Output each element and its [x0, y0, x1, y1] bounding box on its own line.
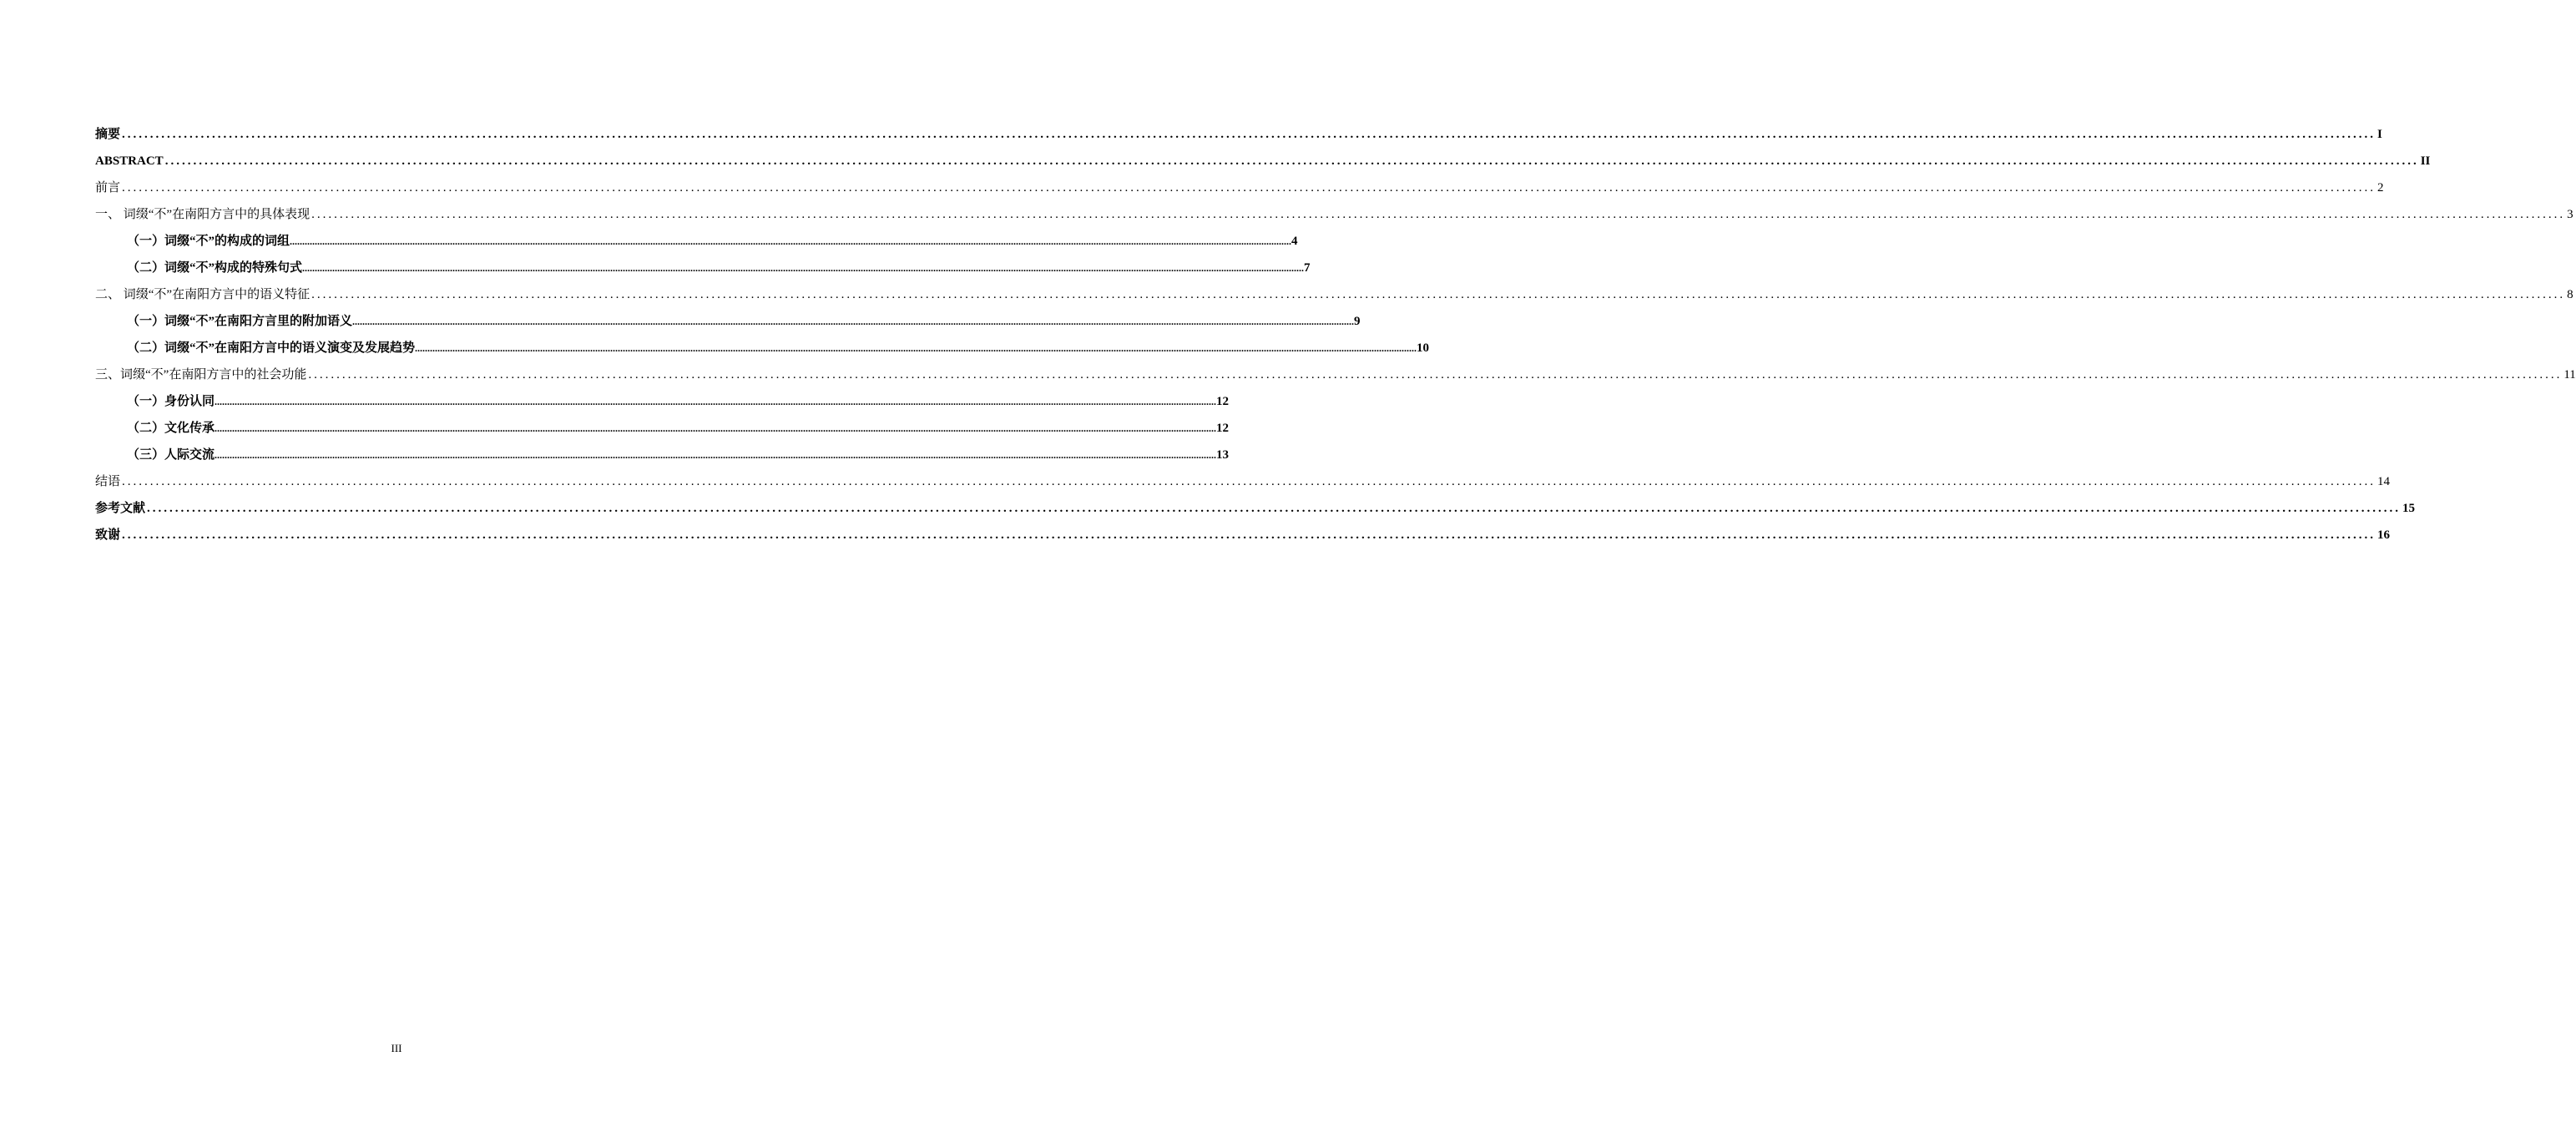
toc-dot-leader: ................................................................................................................................................................................................................................................................................................................................................................................................................ — [164, 154, 2419, 168]
toc-dot-leader: ................................................................................................................................................................................................................................................................................................................................................................................................................ — [311, 208, 2566, 221]
toc-entry[interactable] — [95, 339, 1430, 366]
toc-entry[interactable] — [95, 366, 2576, 392]
toc-entry[interactable] — [95, 125, 2382, 152]
toc-dot-leader: ................................................................................................................................................................................................................................................................................................................................................................................................................ — [122, 475, 2376, 488]
toc-dot-leader: ................................................................................................................................................................................................................................................................................................................................................................................................................ — [215, 422, 1217, 434]
toc-entry[interactable] — [95, 526, 2391, 553]
toc-entry[interactable] — [95, 392, 1230, 419]
toc-entry-page: 7 — [1304, 261, 1311, 275]
toc-entry[interactable] — [95, 259, 1311, 286]
toc-entry[interactable] — [95, 179, 2384, 205]
toc-entry-page: 9 — [1354, 315, 1361, 328]
toc-dot-leader: ................................................................................................................................................................................................................................................................................................................................................................................................................ — [352, 316, 1355, 327]
toc-entry-page: 15 — [2402, 502, 2416, 515]
toc-entry[interactable] — [95, 286, 2573, 312]
toc-entry-page: 12 — [1216, 422, 1230, 435]
toc-entry[interactable] — [95, 419, 1230, 446]
toc-entry-title: （二）词缀“不”构成的特殊句式 — [127, 261, 303, 275]
toc-entry-title: 一、 词缀“不”在南阳方言中的具体表现 — [95, 208, 311, 221]
toc-entry-page: II — [2420, 154, 2431, 168]
toc-dot-leader: ................................................................................................................................................................................................................................................................................................................................................................................................................ — [215, 449, 1217, 461]
toc-entry-page: 3 — [2567, 208, 2573, 221]
toc-entry-title: ABSTRACT — [95, 154, 164, 168]
toc-entry-title: （三）人际交流 — [127, 448, 215, 462]
toc-entry-page: I — [2377, 128, 2382, 141]
toc-dot-leader: ................................................................................................................................................................................................................................................................................................................................................................................................................ — [290, 235, 1292, 247]
toc-entry[interactable] — [95, 232, 1298, 259]
toc-dot-leader: ................................................................................................................................................................................................................................................................................................................................................................................................................ — [215, 396, 1217, 407]
toc-entry-page: 14 — [2377, 475, 2391, 488]
toc-entry[interactable] — [95, 499, 2416, 526]
toc-dot-leader: ................................................................................................................................................................................................................................................................................................................................................................................................................ — [147, 502, 2402, 515]
toc-dot-leader: ................................................................................................................................................................................................................................................................................................................................................................................................................ — [311, 288, 2566, 301]
toc-entry-title: 前言 — [95, 181, 121, 195]
toc-entry-page: 12 — [1216, 395, 1230, 408]
toc-entry-page: 10 — [1417, 341, 1430, 355]
toc-entry-page: 16 — [2377, 528, 2391, 542]
toc-dot-leader: ................................................................................................................................................................................................................................................................................................................................................................................................................ — [122, 528, 2376, 542]
table-of-contents — [95, 125, 2576, 553]
toc-entry[interactable] — [95, 446, 1230, 473]
toc-entry-title: 三、词缀“不”在南阳方言中的社会功能 — [95, 368, 307, 382]
toc-dot-leader: ................................................................................................................................................................................................................................................................................................................................................................................................................ — [302, 262, 1305, 274]
toc-entry-page: 13 — [1216, 448, 1230, 462]
toc-dot-leader: ................................................................................................................................................................................................................................................................................................................................................................................................................ — [415, 342, 1417, 354]
toc-entry[interactable] — [95, 312, 1361, 339]
toc-entry-page: 8 — [2567, 288, 2573, 301]
toc-entry-title: （一）身份认同 — [127, 395, 215, 408]
toc-dot-leader: ................................................................................................................................................................................................................................................................................................................................................................................................................ — [308, 368, 2563, 382]
toc-entry-title: 摘要 — [95, 128, 121, 141]
page-number: III — [391, 1042, 402, 1054]
toc-entry-page: 11 — [2563, 368, 2576, 382]
toc-entry-title: （一）词缀“不”在南阳方言里的附加语义 — [127, 315, 353, 328]
toc-entry-title: （二）文化传承 — [127, 422, 215, 435]
toc-entry-title: 致谢 — [95, 528, 121, 542]
toc-entry[interactable] — [95, 473, 2391, 499]
toc-entry-title: 二、 词缀“不”在南阳方言中的语义特征 — [95, 288, 311, 301]
toc-entry-title: （一）词缀“不”的构成的词组 — [127, 235, 290, 248]
toc-entry-page: 4 — [1291, 235, 1298, 248]
toc-dot-leader: ................................................................................................................................................................................................................................................................................................................................................................................................................ — [122, 128, 2376, 141]
toc-entry[interactable] — [95, 152, 2431, 179]
toc-entry[interactable] — [95, 205, 2573, 232]
toc-entry-title: 参考文献 — [95, 502, 146, 515]
toc-entry-title: 结语 — [95, 475, 121, 488]
toc-entry-title: （二）词缀“不”在南阳方言中的语义演变及发展趋势 — [127, 341, 416, 355]
toc-dot-leader: ................................................................................................................................................................................................................................................................................................................................................................................................................ — [122, 181, 2376, 195]
toc-entry-page: 2 — [2377, 181, 2384, 195]
